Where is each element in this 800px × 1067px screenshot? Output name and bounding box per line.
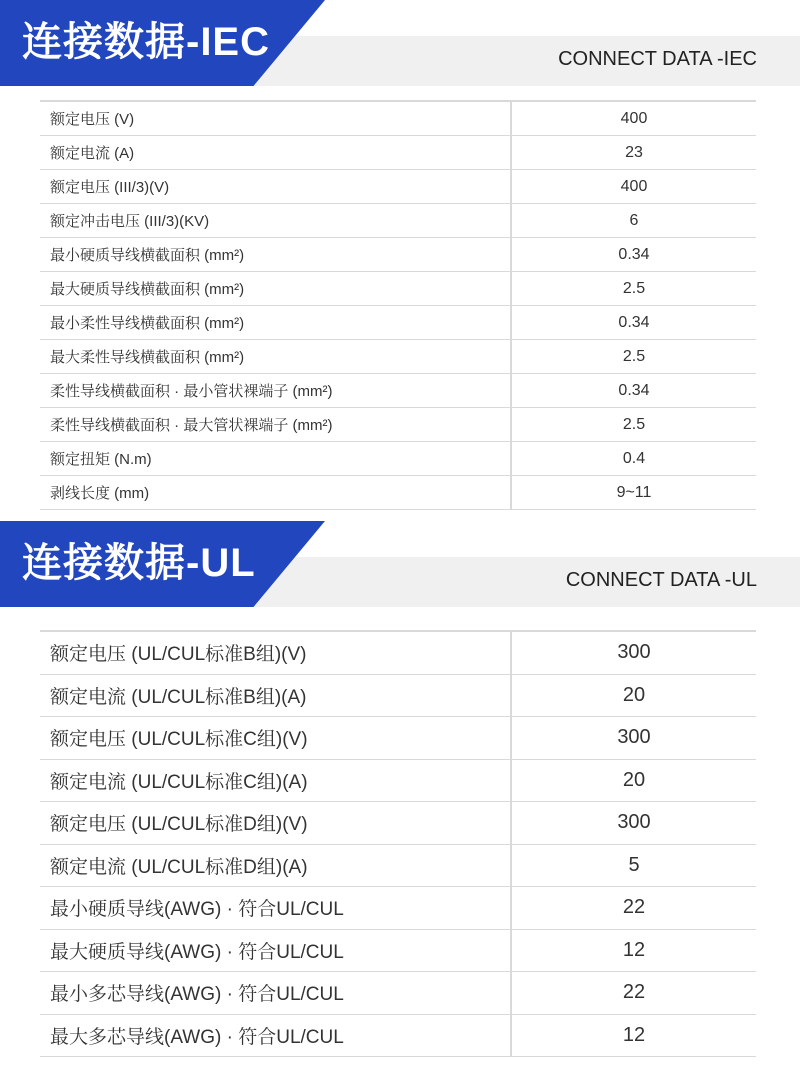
iec-table-row <box>40 374 756 408</box>
spec-value: 23 <box>511 136 756 170</box>
spec-label: 剥线长度 (mm) <box>40 476 511 510</box>
iec-table-row <box>40 340 756 374</box>
ul-spec-table <box>40 630 756 1057</box>
ul-section-subtitle: CONNECT DATA -UL <box>565 569 757 591</box>
spec-value: 2.5 <box>511 340 756 374</box>
spec-value: 0.34 <box>511 238 756 272</box>
iec-section-subtitle: CONNECT DATA -IEC <box>558 48 757 70</box>
ul-header <box>0 521 800 607</box>
spec-label: 最大硬质导线横截面积 (mm²) <box>40 272 511 306</box>
ul-table-row <box>40 631 756 674</box>
spec-value: 5 <box>511 844 756 887</box>
ul-table-row <box>40 674 756 717</box>
iec-table-row <box>40 476 756 510</box>
spec-value: 0.4 <box>511 442 756 476</box>
spec-value: 20 <box>511 759 756 802</box>
spec-value: 400 <box>511 101 756 136</box>
ul-table-row <box>40 717 756 760</box>
ul-table-row <box>40 972 756 1015</box>
spec-label: 额定冲击电压 (III/3)(KV) <box>40 204 511 238</box>
spec-label: 最小多芯导线(AWG) · 符合UL/CUL <box>40 972 511 1015</box>
spec-label: 最大柔性导线横截面积 (mm²) <box>40 340 511 374</box>
spec-value: 22 <box>511 972 756 1015</box>
spec-label: 最大硬质导线(AWG) · 符合UL/CUL <box>40 929 511 972</box>
ul-section-title: 连接数据-UL <box>22 541 256 585</box>
spec-label: 额定电压 (UL/CUL标准C组)(V) <box>40 717 511 760</box>
spec-value: 12 <box>511 929 756 972</box>
spec-label: 额定电压 (UL/CUL标准D组)(V) <box>40 802 511 845</box>
iec-table-row <box>40 272 756 306</box>
ul-table-row <box>40 887 756 930</box>
spec-value: 6 <box>511 204 756 238</box>
spec-label: 额定电压 (V) <box>40 101 511 136</box>
spec-value: 2.5 <box>511 272 756 306</box>
spec-label: 额定电流 (UL/CUL标准B组)(A) <box>40 674 511 717</box>
iec-section <box>0 0 800 510</box>
spec-value: 12 <box>511 1014 756 1057</box>
iec-section-title: 连接数据-IEC <box>22 20 270 64</box>
spec-value: 300 <box>511 631 756 674</box>
ul-table-row <box>40 802 756 845</box>
spec-label: 额定电流 (UL/CUL标准C组)(A) <box>40 759 511 802</box>
spec-value: 2.5 <box>511 408 756 442</box>
spec-value: 400 <box>511 170 756 204</box>
spec-label: 柔性导线横截面积 · 最小管状裸端子 (mm²) <box>40 374 511 408</box>
spec-label: 额定电压 (UL/CUL标准B组)(V) <box>40 631 511 674</box>
spec-label: 额定电流 (A) <box>40 136 511 170</box>
iec-table-row <box>40 442 756 476</box>
iec-table-row <box>40 101 756 136</box>
iec-table-row <box>40 306 756 340</box>
spec-value: 300 <box>511 717 756 760</box>
spec-value: 22 <box>511 887 756 930</box>
iec-table-row <box>40 408 756 442</box>
iec-table-row <box>40 170 756 204</box>
spec-label: 柔性导线横截面积 · 最大管状裸端子 (mm²) <box>40 408 511 442</box>
spec-label: 最小硬质导线横截面积 (mm²) <box>40 238 511 272</box>
iec-table-row <box>40 136 756 170</box>
spec-value: 20 <box>511 674 756 717</box>
spec-label: 额定电压 (III/3)(V) <box>40 170 511 204</box>
spec-label: 额定扭矩 (N.m) <box>40 442 511 476</box>
ul-table-row <box>40 1014 756 1057</box>
ul-table-row <box>40 759 756 802</box>
iec-header <box>0 0 800 86</box>
ul-section <box>0 521 800 1067</box>
iec-spec-table <box>40 100 756 510</box>
spec-value: 300 <box>511 802 756 845</box>
spec-label: 最大多芯导线(AWG) · 符合UL/CUL <box>40 1014 511 1057</box>
iec-table-row <box>40 238 756 272</box>
ul-table-row <box>40 929 756 972</box>
ul-table-row <box>40 844 756 887</box>
spec-value: 0.34 <box>511 306 756 340</box>
spec-label: 最小柔性导线横截面积 (mm²) <box>40 306 511 340</box>
spec-label: 最小硬质导线(AWG) · 符合UL/CUL <box>40 887 511 930</box>
spec-label: 额定电流 (UL/CUL标准D组)(A) <box>40 844 511 887</box>
spec-value: 0.34 <box>511 374 756 408</box>
spec-value: 9~11 <box>511 476 756 510</box>
iec-table-row <box>40 204 756 238</box>
